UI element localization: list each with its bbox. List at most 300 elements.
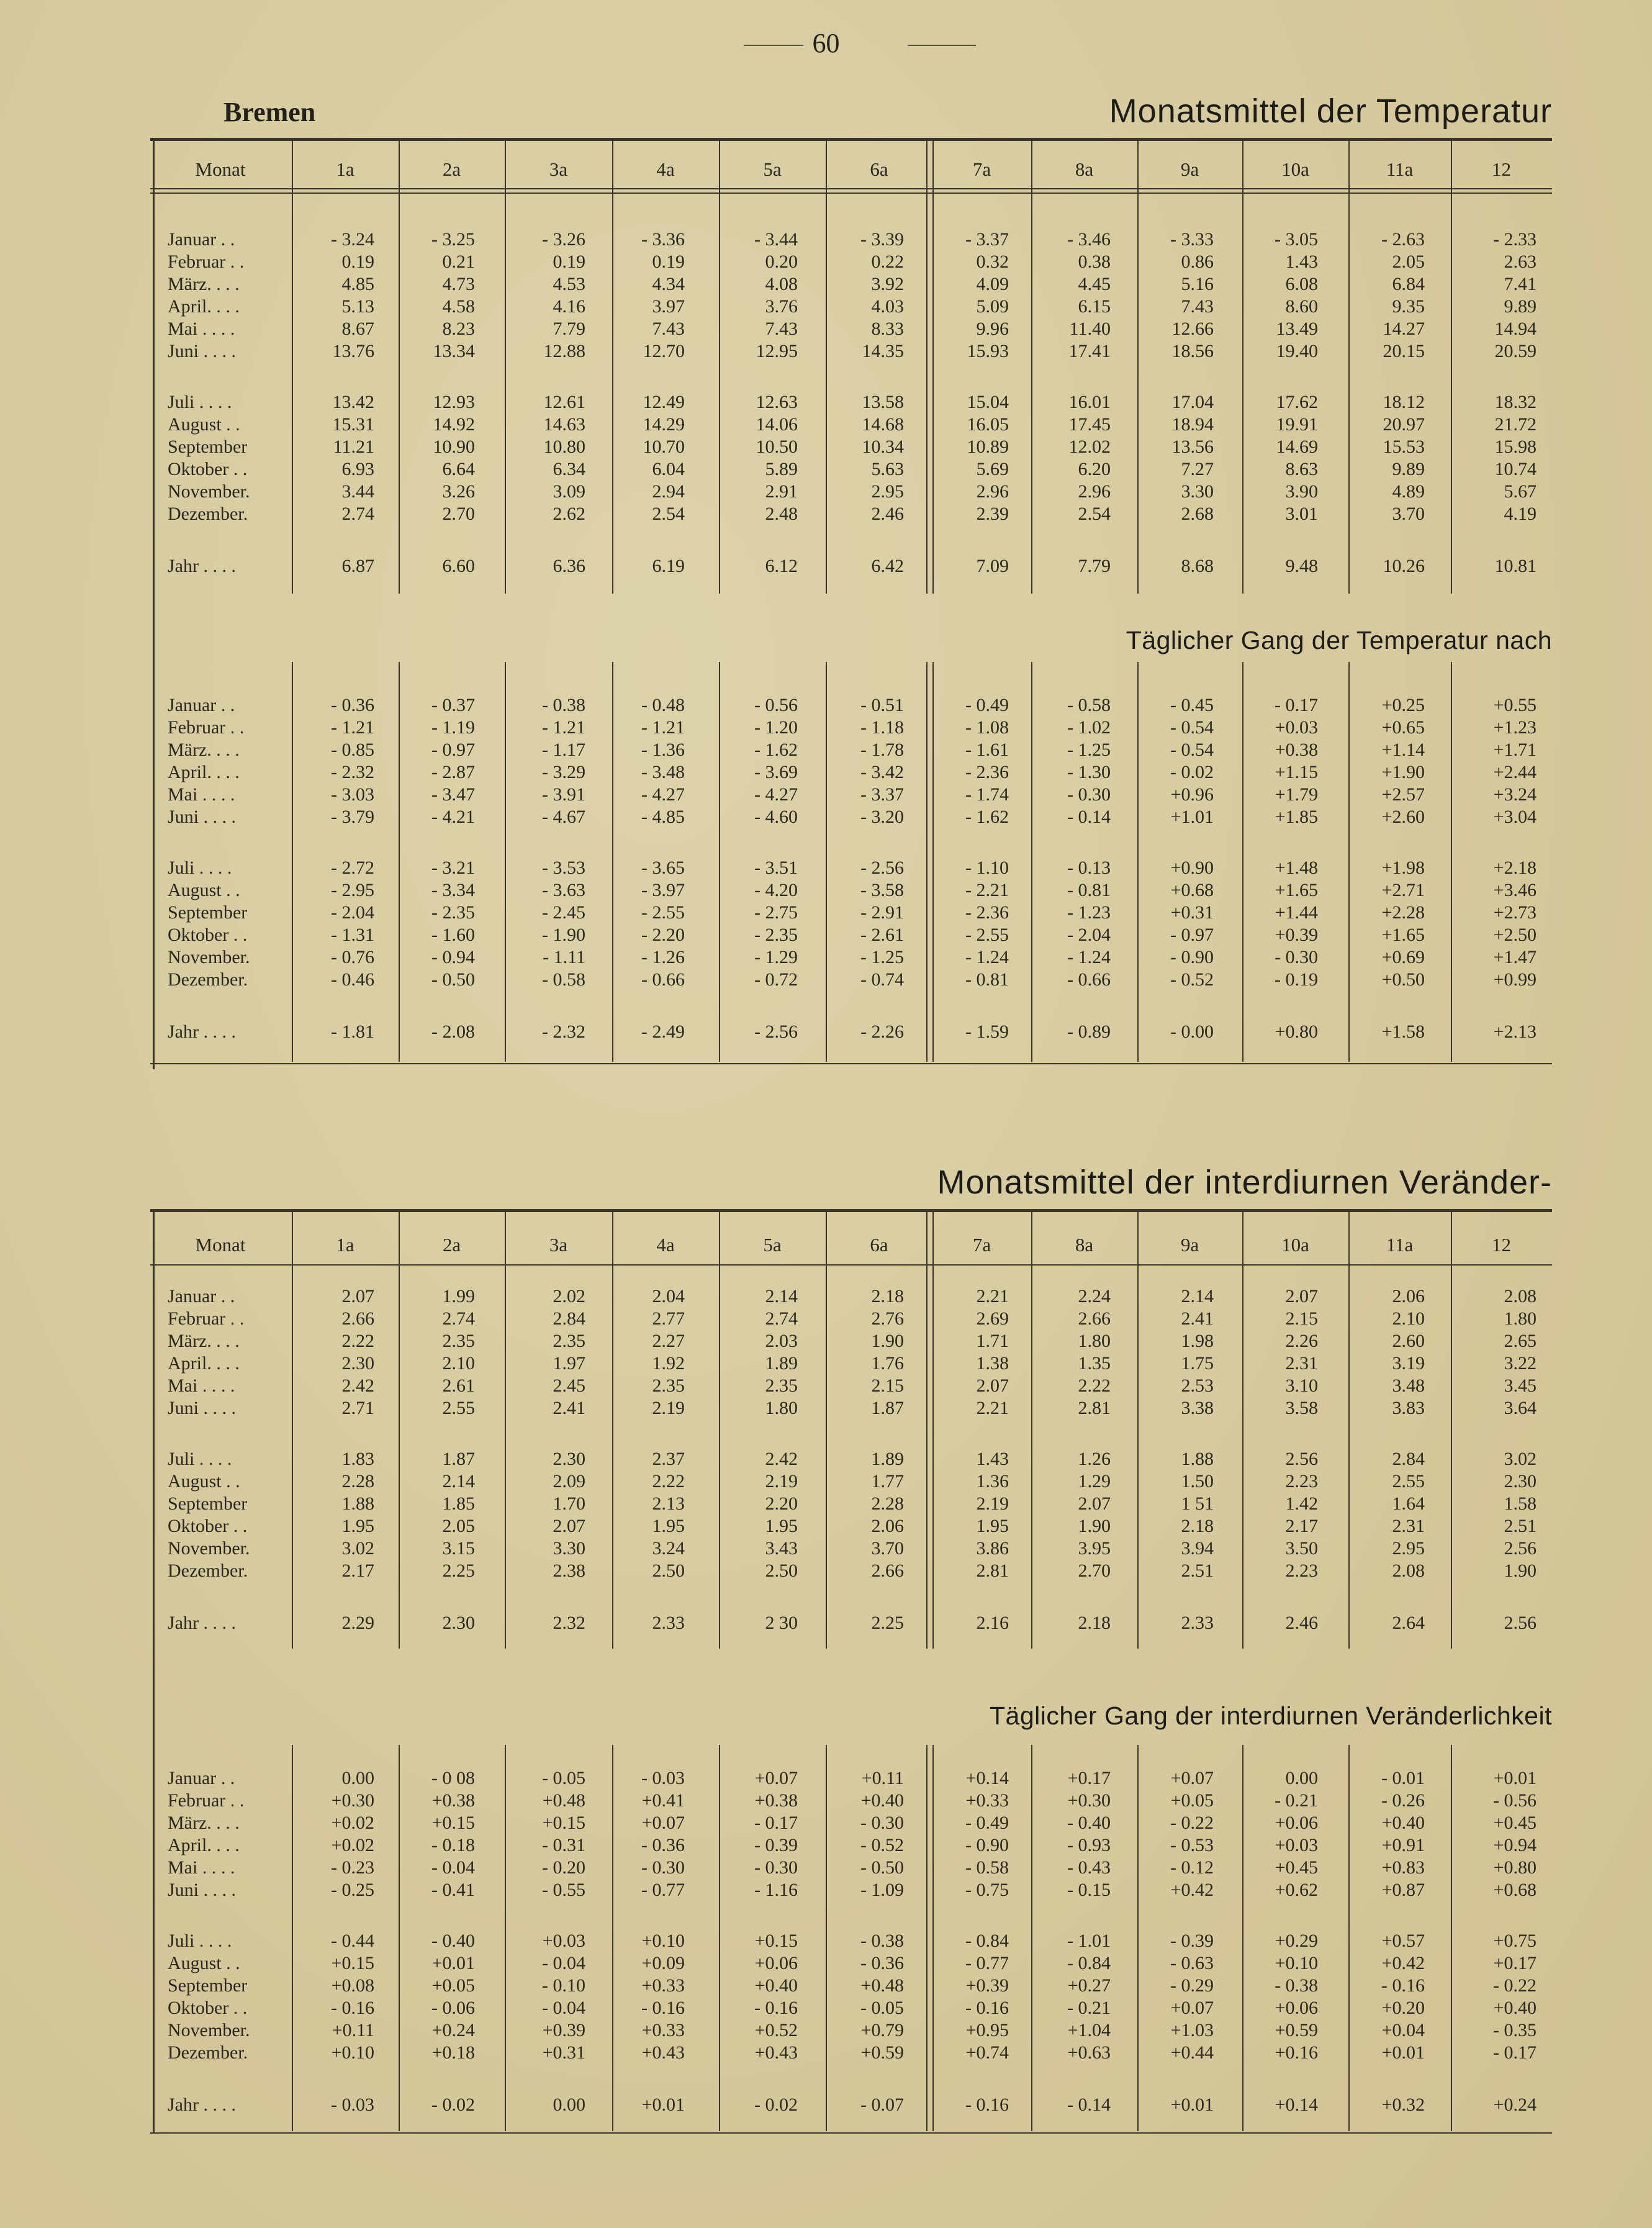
t1-cell: 9.89	[1392, 459, 1425, 479]
t2-cell: - 1.62	[965, 807, 1009, 827]
t3-cell: 1.95	[652, 1516, 685, 1536]
t2-cell: - 0.00	[1170, 1021, 1214, 1042]
t1-cell: 4.34	[652, 274, 685, 294]
t4-col-divider	[826, 1745, 827, 2131]
t2-cell: - 2.95	[331, 880, 374, 900]
t3-cell: 2.42	[341, 1375, 374, 1396]
t1-cell: 5.67	[1504, 481, 1537, 502]
t1-cell: 13.58	[862, 392, 904, 412]
t1-cell: 7.27	[1181, 459, 1214, 479]
t2-row-label: Dezember.	[168, 969, 248, 990]
t1-col-divider	[399, 140, 400, 594]
t1-row-label: September	[168, 437, 248, 457]
t2-cell: - 2.20	[641, 925, 685, 945]
t3-header-10a: 10a	[1281, 1234, 1309, 1256]
t1-cell: - 3.26	[542, 229, 585, 250]
outer-left-rule-2	[153, 1211, 155, 2133]
t4-cell: - 0.53	[1170, 1835, 1214, 1855]
t3-col-divider	[826, 1211, 827, 1649]
t1-col-divider-double	[926, 140, 928, 594]
t2-cell: - 1.17	[542, 740, 585, 760]
t4-row-label: Oktober . .	[168, 1998, 248, 2018]
t1-cell: 8.33	[871, 319, 904, 339]
t2-cell: +1.79	[1275, 784, 1318, 805]
t2-cell: - 1.30	[1067, 762, 1111, 782]
t3-cell: 2.28	[871, 1493, 904, 1514]
t2-cell: +0.50	[1381, 969, 1425, 990]
t1-col-divider	[826, 140, 827, 594]
t4-row-label: Februar . .	[168, 1790, 245, 1811]
t1-cell: 2.54	[652, 504, 685, 524]
t2-row-label: Jahr . . . .	[168, 1021, 236, 1042]
t2-cell: - 1.26	[641, 947, 685, 967]
t2-row-label: Juni . . . .	[168, 807, 237, 827]
t1-cell: 12.95	[756, 341, 798, 361]
t4-cell: +0.38	[431, 1790, 475, 1811]
t1-header-4a: 4a	[656, 158, 675, 180]
t3-col-divider	[719, 1211, 720, 1649]
t3-cell: 2.37	[652, 1449, 685, 1469]
t3-cell: 3.02	[341, 1538, 374, 1559]
t3-cell: 2.15	[1285, 1308, 1318, 1329]
t2-cell: +2.44	[1493, 762, 1537, 782]
t3-cell: 1.88	[341, 1493, 374, 1514]
t4-cell: +0.24	[431, 2020, 475, 2040]
t1-col-divider	[719, 140, 720, 594]
t4-cell: +0.07	[641, 1813, 685, 1833]
t3-header-monat: Monat	[195, 1234, 246, 1256]
t2-cell: - 2.35	[431, 902, 475, 923]
t2-cell: - 0.54	[1170, 740, 1214, 760]
t2-cell: +2.73	[1493, 902, 1537, 923]
t4-cell: - 0.16	[754, 1998, 798, 2018]
t3-cell: 2.18	[871, 1286, 904, 1306]
t4-row-label: September	[168, 1975, 248, 1996]
t3-col-divider	[1348, 1211, 1350, 1649]
t4-cell: +0.06	[754, 1953, 798, 1973]
t3-row-label: Jahr . . . .	[168, 1613, 236, 1633]
t1-cell: 17.45	[1068, 414, 1111, 435]
t3-cell: 1.58	[1504, 1493, 1537, 1514]
t4-cell: - 0.17	[754, 1813, 798, 1833]
t3-cell: 1.89	[871, 1449, 904, 1469]
t2-cell: - 3.42	[860, 762, 904, 782]
t4-cell: +0.33	[641, 2020, 685, 2040]
t4-cell: - 0.15	[1067, 1880, 1111, 1900]
t4-cell: +0.07	[1170, 1998, 1214, 2018]
t4-cell: +0.48	[860, 1975, 904, 1996]
t3-cell: 2.32	[553, 1613, 585, 1633]
t4-col-divider	[1451, 1745, 1452, 2131]
t2-cell: - 1.29	[754, 947, 798, 967]
t2-row-label: Februar . .	[168, 717, 245, 738]
t1-cell: 12.02	[1068, 437, 1111, 457]
t4-cell: +0.15	[542, 1813, 585, 1833]
t1-cell: - 3.24	[331, 229, 374, 250]
t3-cell: 2.14	[1181, 1286, 1214, 1306]
t1-cell: - 2.33	[1493, 229, 1537, 250]
t1-cell: 0.86	[1181, 251, 1214, 272]
t1-cell: 2.05	[1392, 251, 1425, 272]
t3-cell: 1.64	[1392, 1493, 1425, 1514]
t3-cell: 3.15	[442, 1538, 475, 1559]
t2-row-label: Juli . . . .	[168, 858, 232, 878]
t2-cell: +1.58	[1381, 1021, 1425, 1042]
t4-cell: +0.30	[1067, 1790, 1111, 1811]
t1-col-divider	[612, 140, 613, 594]
t2-col-divider	[719, 662, 720, 1062]
t3-cell: 2.33	[1181, 1613, 1214, 1633]
t3-cell: 3.22	[1504, 1353, 1537, 1374]
t4-cell: - 0.31	[542, 1835, 585, 1855]
t2-cell: - 0.89	[1067, 1021, 1111, 1042]
t4-cell: - 0.04	[431, 1857, 475, 1878]
t2-cell: - 4.85	[641, 807, 685, 827]
t1-cell: 2.46	[871, 504, 904, 524]
t4-row-label: August . .	[168, 1953, 240, 1973]
t2-col-divider	[399, 662, 400, 1062]
t2-cell: +0.25	[1381, 695, 1425, 715]
t3-cell: 2.42	[765, 1449, 798, 1469]
t3-cell: 2.14	[765, 1286, 798, 1306]
t4-cell: +0.11	[332, 2020, 374, 2040]
t2-cell: +0.39	[1275, 925, 1318, 945]
t3-cell: 1.26	[1078, 1449, 1111, 1469]
t1-row-label: Oktober . .	[168, 459, 248, 479]
t3-cell: 2.76	[871, 1308, 904, 1329]
t1-cell: 14.35	[862, 341, 904, 361]
t2-cell: - 2.35	[754, 925, 798, 945]
t3-col-divider-double	[926, 1211, 928, 1649]
t3-cell: 2.17	[341, 1560, 374, 1581]
t2-cell: - 3.37	[860, 784, 904, 805]
t4-cell: - 0.41	[431, 1880, 475, 1900]
t4-cell: - 0.04	[542, 1953, 585, 1973]
t4-cell: - 0.77	[641, 1880, 685, 1900]
t1-cell: - 3.36	[641, 229, 685, 250]
t2-col-divider-double	[926, 662, 928, 1062]
t4-row-label: Jahr . . . .	[168, 2094, 236, 2115]
t1-cell: 0.32	[976, 251, 1009, 272]
t3-col-divider	[1451, 1211, 1452, 1649]
t1-cell: 20.59	[1494, 341, 1537, 361]
t2-cell: - 2.08	[431, 1021, 475, 1042]
t1-cell: 4.85	[341, 274, 374, 294]
t4-col-divider	[612, 1745, 613, 2131]
t4-cell: +0.16	[1275, 2042, 1318, 2063]
t4-cell: +0.40	[1381, 1813, 1425, 1833]
t3-cell: 2.30	[341, 1353, 374, 1374]
t1-cell: 4.09	[976, 274, 1009, 294]
t3-cell: 2.74	[442, 1308, 475, 1329]
t3-cell: 2.81	[976, 1560, 1009, 1581]
t4-cell: - 0.84	[965, 1931, 1009, 1951]
t2-cell: - 0.66	[641, 969, 685, 990]
t3-cell: 3.58	[1285, 1398, 1318, 1418]
table1-header-rule-2	[150, 192, 1552, 194]
t2-cell: - 0.74	[860, 969, 904, 990]
t1-cell: 13.56	[1171, 437, 1214, 457]
t3-cell: 2.35	[442, 1331, 475, 1351]
t4-cell: +0.14	[965, 1768, 1009, 1788]
t2-cell: - 3.53	[542, 858, 585, 878]
t3-cell: 1.97	[553, 1353, 585, 1374]
t3-cell: 1.87	[442, 1449, 475, 1469]
t4-cell: - 0.40	[431, 1931, 475, 1951]
t1-cell: 2.68	[1181, 504, 1214, 524]
t2-cell: - 1.21	[331, 717, 374, 738]
t4-cell: - 1.09	[860, 1880, 904, 1900]
t1-cell: 17.04	[1171, 392, 1214, 412]
t4-cell: +0.01	[431, 1953, 475, 1973]
t1-cell: 6.34	[553, 459, 585, 479]
t4-cell: +0.10	[331, 2042, 374, 2063]
t2-cell: - 2.21	[965, 880, 1009, 900]
t4-cell: - 0 08	[431, 1768, 475, 1788]
t3-cell: 1.90	[1504, 1560, 1537, 1581]
t1-cell: 10.70	[643, 437, 685, 457]
t4-cell: - 0.16	[965, 1998, 1009, 2018]
t2-cell: - 2.61	[860, 925, 904, 945]
t1-cell: 2.48	[765, 504, 798, 524]
t2-cell: +0.90	[1170, 858, 1214, 878]
t1-cell: 2.95	[871, 481, 904, 502]
t2-cell: - 1.18	[860, 717, 904, 738]
t2-cell: +2.50	[1493, 925, 1537, 945]
t3-row-label: März. . . .	[168, 1331, 240, 1351]
t1-cell: 19.40	[1276, 341, 1318, 361]
t4-cell: - 1.01	[1067, 1931, 1111, 1951]
t1-cell: 18.12	[1383, 392, 1425, 412]
t1-cell: 8.67	[341, 319, 374, 339]
t2-cell: +1.15	[1275, 762, 1318, 782]
t4-col-divider	[399, 1745, 400, 2131]
t2-cell: - 0.51	[860, 695, 904, 715]
t4-cell: - 0.17	[1493, 2042, 1537, 2063]
t1-cell: 13.42	[332, 392, 374, 412]
t1-cell: 14.69	[1276, 437, 1318, 457]
t3-col-divider	[399, 1211, 400, 1649]
t2-cell: +0.38	[1275, 740, 1318, 760]
t2-cell: +2.71	[1381, 880, 1425, 900]
t2-cell: - 0.58	[1067, 695, 1111, 715]
t2-row-label: September	[168, 902, 248, 923]
t4-row-label: Mai . . . .	[168, 1857, 235, 1878]
t4-cell: - 0.02	[431, 2094, 475, 2115]
t3-col-divider	[505, 1211, 506, 1649]
t2-cell: - 0.50	[431, 969, 475, 990]
t2-cell: +2.18	[1493, 858, 1537, 878]
t4-cell: - 0.20	[542, 1857, 585, 1878]
t2-row-label: April. . . .	[168, 762, 240, 782]
t1-cell: 8.63	[1285, 459, 1318, 479]
t2-cell: +2.13	[1493, 1021, 1537, 1042]
t1-cell: 5.13	[341, 296, 374, 317]
t2-col-divider	[1031, 662, 1032, 1062]
t4-cell: +0.15	[431, 1813, 475, 1833]
t2-cell: +0.69	[1381, 947, 1425, 967]
t3-month-divider	[292, 1211, 293, 1649]
t1-month-divider	[292, 140, 293, 594]
t3-cell: 1.76	[871, 1353, 904, 1374]
t4-row-label: März. . . .	[168, 1813, 240, 1833]
t2-cell: - 2.91	[860, 902, 904, 923]
t2-cell: - 2.56	[860, 858, 904, 878]
t2-col-divider	[826, 662, 827, 1062]
t1-header-monat: Monat	[195, 158, 246, 180]
t2-cell: - 1.36	[641, 740, 685, 760]
t3-cell: 3.83	[1392, 1398, 1425, 1418]
t3-cell: 2.13	[652, 1493, 685, 1514]
t1-cell: 21.72	[1494, 414, 1537, 435]
t3-cell: 2.14	[442, 1471, 475, 1492]
t3-cell: 1.99	[442, 1286, 475, 1306]
section-heading-interdiurnal: Monatsmittel der interdiurnen Veränder-	[937, 1164, 1552, 1201]
t2-row-label: Oktober . .	[168, 925, 248, 945]
t3-header-2a: 2a	[442, 1234, 461, 1256]
t1-header-10a: 10a	[1281, 158, 1309, 180]
t2-cell: - 2.75	[754, 902, 798, 923]
t3-cell: 1.90	[871, 1331, 904, 1351]
t4-cell: +0.03	[542, 1931, 585, 1951]
t2-cell: - 2.87	[431, 762, 475, 782]
t2-cell: - 1.11	[543, 947, 585, 967]
t3-cell: 2.22	[652, 1471, 685, 1492]
t1-cell: 12.63	[756, 392, 798, 412]
t3-cell: 3.95	[1078, 1538, 1111, 1559]
t2-cell: - 0.36	[331, 695, 374, 715]
t1-cell: 9.89	[1504, 296, 1537, 317]
t3-cell: 2.31	[1285, 1353, 1318, 1374]
t4-cell: - 0.30	[754, 1857, 798, 1878]
t4-cell: +0.42	[1170, 1880, 1214, 1900]
t3-cell: 3.48	[1392, 1375, 1425, 1396]
t4-cell: +0.01	[1170, 2094, 1214, 2115]
t1-cell: - 3.37	[965, 229, 1009, 250]
t1-cell: 4.08	[765, 274, 798, 294]
t1-header-6a: 6a	[870, 158, 888, 180]
t3-row-label: April. . . .	[168, 1353, 240, 1374]
t3-cell: 3.24	[652, 1538, 685, 1559]
t4-cell: +0.02	[331, 1835, 374, 1855]
t2-cell: - 1.90	[542, 925, 585, 945]
t2-cell: - 3.29	[542, 762, 585, 782]
t1-cell: 14.29	[643, 414, 685, 435]
t3-cell: 2.06	[1392, 1286, 1425, 1306]
t1-cell: 13.34	[433, 341, 475, 361]
t3-cell: 1.85	[442, 1493, 475, 1514]
t4-col-divider	[1348, 1745, 1350, 2131]
t2-cell: - 3.79	[331, 807, 374, 827]
t3-cell: 2.22	[341, 1331, 374, 1351]
t1-cell: 14.92	[433, 414, 475, 435]
t2-cell: - 3.58	[860, 880, 904, 900]
t3-cell: 1.80	[1078, 1331, 1111, 1351]
page-number-rule-left	[744, 45, 803, 46]
t3-header-1a: 1a	[336, 1234, 354, 1256]
t4-cell: +0.11	[861, 1768, 904, 1788]
t4-cell: +0.68	[1493, 1880, 1537, 1900]
t4-cell: - 0.52	[860, 1835, 904, 1855]
t4-cell: +0.38	[754, 1790, 798, 1811]
t4-cell: - 0.39	[754, 1835, 798, 1855]
t1-cell: 6.36	[553, 556, 585, 576]
t3-cell: 1.70	[553, 1493, 585, 1514]
t2-cell: - 0.48	[641, 695, 685, 715]
t3-cell: 2.74	[765, 1308, 798, 1329]
t3-cell: 2.77	[652, 1308, 685, 1329]
t1-col-divider	[1031, 140, 1032, 594]
t3-cell: 1.88	[1181, 1449, 1214, 1469]
t2-cell: - 0.14	[1067, 807, 1111, 827]
t2-cell: +0.99	[1493, 969, 1537, 990]
t1-cell: 10.50	[756, 437, 798, 457]
t2-cell: - 4.21	[431, 807, 475, 827]
t4-cell: - 0.30	[641, 1857, 685, 1878]
t4-cell: - 0.06	[431, 1998, 475, 2018]
t4-cell: +0.44	[1170, 2042, 1214, 2063]
t1-cell: 5.89	[765, 459, 798, 479]
t1-cell: 13.76	[332, 341, 374, 361]
t4-cell: 0.00	[553, 2094, 585, 2115]
t3-cell: 2.56	[1285, 1449, 1318, 1469]
t1-cell: 10.74	[1494, 459, 1537, 479]
t2-cell: - 3.63	[542, 880, 585, 900]
t2-row-label: Mai . . . .	[168, 784, 235, 805]
t2-cell: - 0.49	[965, 695, 1009, 715]
t1-cell: 7.43	[765, 319, 798, 339]
t1-cell: 16.05	[967, 414, 1009, 435]
t3-cell: 2.50	[765, 1560, 798, 1581]
t1-cell: 12.66	[1171, 319, 1214, 339]
t4-cell: - 0.43	[1067, 1857, 1111, 1878]
t3-cell: 1.36	[976, 1471, 1009, 1492]
t4-cell: +0.83	[1381, 1857, 1425, 1878]
t4-cell: - 0.01	[1381, 1768, 1425, 1788]
t1-cell: 14.27	[1383, 319, 1425, 339]
t2-cell: - 0.37	[431, 695, 475, 715]
t1-cell: 0.19	[341, 251, 374, 272]
t4-row-label: Juni . . . .	[168, 1880, 237, 1900]
t2-cell: - 1.25	[1067, 740, 1111, 760]
t4-cell: +0.29	[1275, 1931, 1318, 1951]
t2-cell: - 2.26	[860, 1021, 904, 1042]
t3-cell: 2.35	[553, 1331, 585, 1351]
t3-cell: 1.92	[652, 1353, 685, 1374]
t1-cell: 4.53	[553, 274, 585, 294]
t3-cell: 2.30	[1504, 1471, 1537, 1492]
t4-cell: +1.04	[1067, 2020, 1111, 2040]
t3-cell: 2.53	[1181, 1375, 1214, 1396]
station-name: Bremen	[223, 97, 316, 127]
t2-cell: - 1.74	[965, 784, 1009, 805]
t1-cell: 6.60	[442, 556, 475, 576]
t3-cell: 2.38	[553, 1560, 585, 1581]
t1-cell: 3.92	[871, 274, 904, 294]
t3-cell: 1.29	[1078, 1471, 1111, 1492]
t1-cell: 10.89	[967, 437, 1009, 457]
t3-cell: 3.19	[1392, 1353, 1425, 1374]
t2-cell: +1.65	[1381, 925, 1425, 945]
t4-cell: - 0.16	[331, 1998, 374, 2018]
t4-cell: +0.63	[1067, 2042, 1111, 2063]
t4-cell: +0.27	[1067, 1975, 1111, 1996]
t3-cell: 2.56	[1504, 1613, 1537, 1633]
t1-row-label: Juni . . . .	[168, 341, 237, 361]
t3-cell: 2.09	[553, 1471, 585, 1492]
t2-cell: +1.98	[1381, 858, 1425, 878]
t3-cell: 2.10	[1392, 1308, 1425, 1329]
